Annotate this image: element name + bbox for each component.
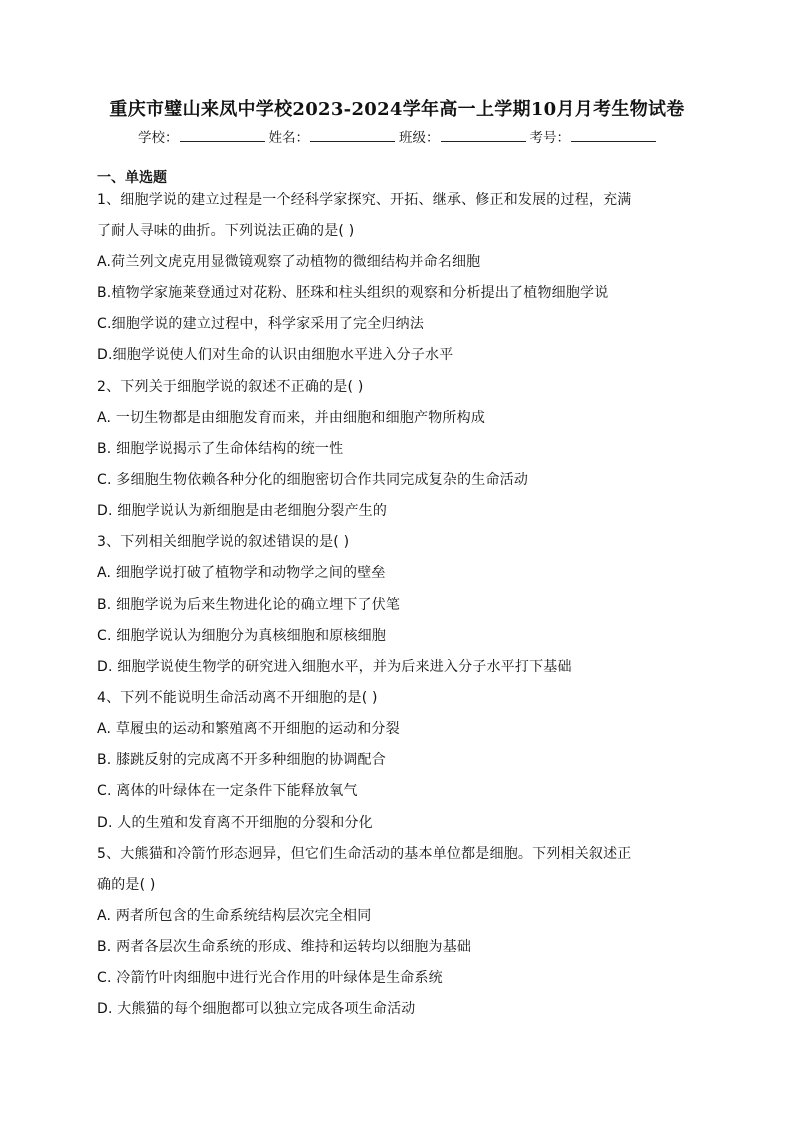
section-heading: 一、单选题 [97,170,167,186]
name-blank [310,127,395,142]
question-2-stem: 2、下列关于细胞学说的叙述不正确的是( ) [97,379,364,395]
school-blank [180,127,265,142]
question-1-option-c: C.细胞学说的建立过程中，科学家采用了完全归纳法 [97,316,425,332]
question-4-stem: 4、下列不能说明生命活动离不开细胞的是( ) [97,690,378,706]
exam-number-blank [571,127,656,142]
question-4-option-d: D. 人的生殖和发育离不开细胞的分裂和分化 [97,815,373,831]
question-5-option-b: B. 两者各层次生命系统的形成、维持和运转均以细胞为基础 [97,939,472,955]
question-2-option-d: D. 细胞学说认为新细胞是由老细胞分裂产生的 [97,503,388,519]
class-label: 班级： [399,130,440,146]
question-3-option-b: B. 细胞学说为后来生物进化论的确立埋下了伏笔 [97,597,401,613]
question-1-option-b: B.植物学家施莱登通过对花粉、胚珠和柱头组织的观察和分析提出了植物细胞学说 [97,285,609,301]
question-5-option-c: C. 冷箭竹叶肉细胞中进行光合作用的叶绿体是生命系统 [97,970,443,986]
exam-number-label: 考号： [529,130,570,146]
class-blank [441,127,526,142]
student-info-line [0,126,794,146]
question-3-option-d: D. 细胞学说使生物学的研究进入细胞水平，并为后来进入分子水平打下基础 [97,659,572,675]
question-3-stem: 3、下列相关细胞学说的叙述错误的是( ) [97,534,350,550]
question-5-option-d: D. 大熊猫的每个细胞都可以独立完成各项生命活动 [97,1001,416,1017]
page-title: 重庆市璧山来凤中学校2023-2024学年高一上学期10月月考生物试卷 [109,99,685,120]
question-1-stem-line-1: 1、细胞学说的建立过程是一个经科学家探究、开拓、继承、修正和发展的过程，充满 [97,192,632,208]
question-2-option-b: B. 细胞学说揭示了生命体结构的统一性 [97,441,344,457]
question-3-option-a: A. 细胞学说打破了植物学和动物学之间的壁垒 [97,565,386,581]
question-2-option-a: A. 一切生物都是由细胞发育而来，并由细胞和细胞产物所构成 [97,410,486,426]
question-1-option-a: A.荷兰列文虎克用显微镜观察了动植物的微细结构并命名细胞 [97,254,481,270]
question-5-stem-line-1: 5、大熊猫和冷箭竹形态迥异，但它们生命活动的基本单位都是细胞。下列相关叙述正 [97,846,632,862]
question-4-option-b: B. 膝跳反射的完成离不开多种细胞的协调配合 [97,752,386,768]
school-label: 学校： [138,130,179,146]
name-label: 姓名： [268,130,309,146]
question-5-option-a: A. 两者所包含的生命系统结构层次完全相同 [97,908,372,924]
question-3-option-c: C. 细胞学说认为细胞分为真核细胞和原核细胞 [97,628,387,644]
question-4-option-a: A. 草履虫的运动和繁殖离不开细胞的运动和分裂 [97,721,400,737]
question-2-option-c: C. 多细胞生物依赖各种分化的细胞密切合作共同完成复杂的生命活动 [97,472,529,488]
question-1-option-d: D.细胞学说使人们对生命的认识由细胞水平进入分子水平 [97,347,454,363]
question-1-stem-line-2: 了耐人寻味的曲折。下列说法正确的是( ) [97,223,355,239]
question-5-stem-line-2: 确的是( ) [97,877,156,893]
question-4-option-c: C. 离体的叶绿体在一定条件下能释放氧气 [97,783,358,799]
